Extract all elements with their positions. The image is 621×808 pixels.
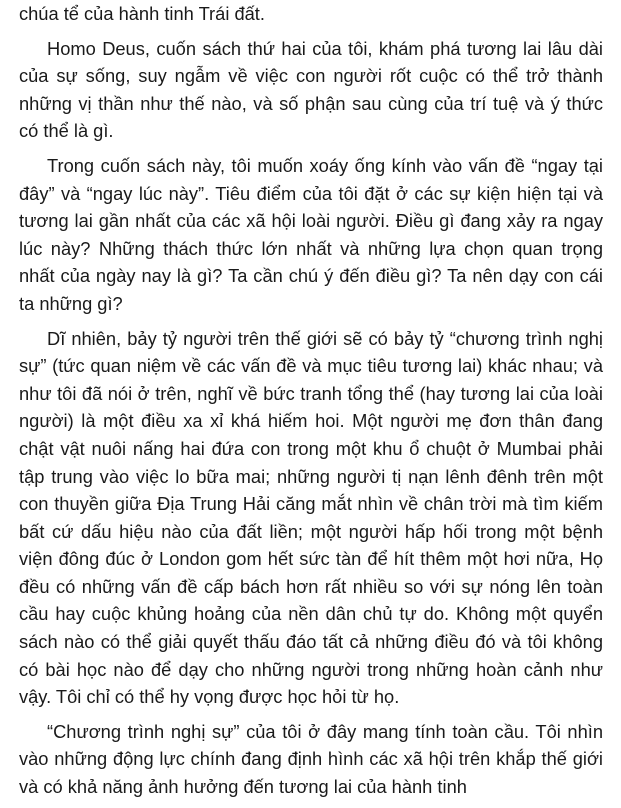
paragraph-homo-deus: Homo Deus, cuốn sách thứ hai của tôi, khám phá tương lai lâu dài của sự sống, suy ngẫm về việc con người rốt cuộc có thể trở thành những vị thần như thế nào, và số phận sau cùng của trí tuệ và ý thức có thể là gì. (19, 37, 603, 142)
paragraph-agendas: Dĩ nhiên, bảy tỷ người trên thế giới sẽ có bảy tỷ “chương trình nghị sự” (tức quan niệm về các vấn đề và mục tiêu tương lai) khác nhau; và như tôi đã nói ở trên, nghĩ về bức tranh tổng thể (hay tương lai của loài người) là một điều xa xỉ khá hiếm hoi. Một người mẹ đơn thân đang chật vật nuôi nấng hai đứa con trong một khu ổ chuột ở Mumbai phải tập trung vào việc lo bữa mai; những người tị nạn lênh đênh trên một con thuyền giữa Địa Trung Hải căng mắt nhìn về chân trời mà tìm kiếm bất cứ dấu hiệu nào của đất liền; một người hấp hối trong một bệnh viện đông đúc ở London gom hết sức tàn để hít thêm một hơi nữa, Họ đều có những vấn đề cấp bách hơn rất nhiều so với sự nóng lên toàn cầu hay cuộc khủng hoảng của nền dân chủ tự do. Không một quyển sách nào có thể giải quyết thấu đáo tất cả những điều đó và tôi không có bài học nào để dạy cho những người trong những hoàn cảnh như vậy. Tôi chỉ có thể hy vọng được học hỏi từ họ. (19, 327, 603, 708)
document-page (19, 0, 603, 808)
paragraph-global-agenda: “Chương trình nghị sự” của tôi ở đây mang tính toàn cầu. Tôi nhìn vào những động lực chính đang định hình các xã hội trên khắp thế giới và có khả năng ảnh hưởng đến tương lai của hành tinh (19, 720, 603, 798)
paragraph-focus: Trong cuốn sách này, tôi muốn xoáy ống kính vào vấn đề “ngay tại đây” và “ngay lúc này”. Tiêu điểm của tôi đặt ở các sự kiện hiện tại và tương lai gần nhất của các xã hội loài người. Điều gì đang xảy ra ngay lúc này? Những thách thức lớn nhất và những lựa chọn quan trọng nhất của ngày nay là gì? Ta cần chú ý đến điều gì? Ta nên dạy con cái ta những gì? (19, 154, 603, 314)
paragraph-continuation: chúa tể của hành tinh Trái đất. (19, 3, 265, 24)
